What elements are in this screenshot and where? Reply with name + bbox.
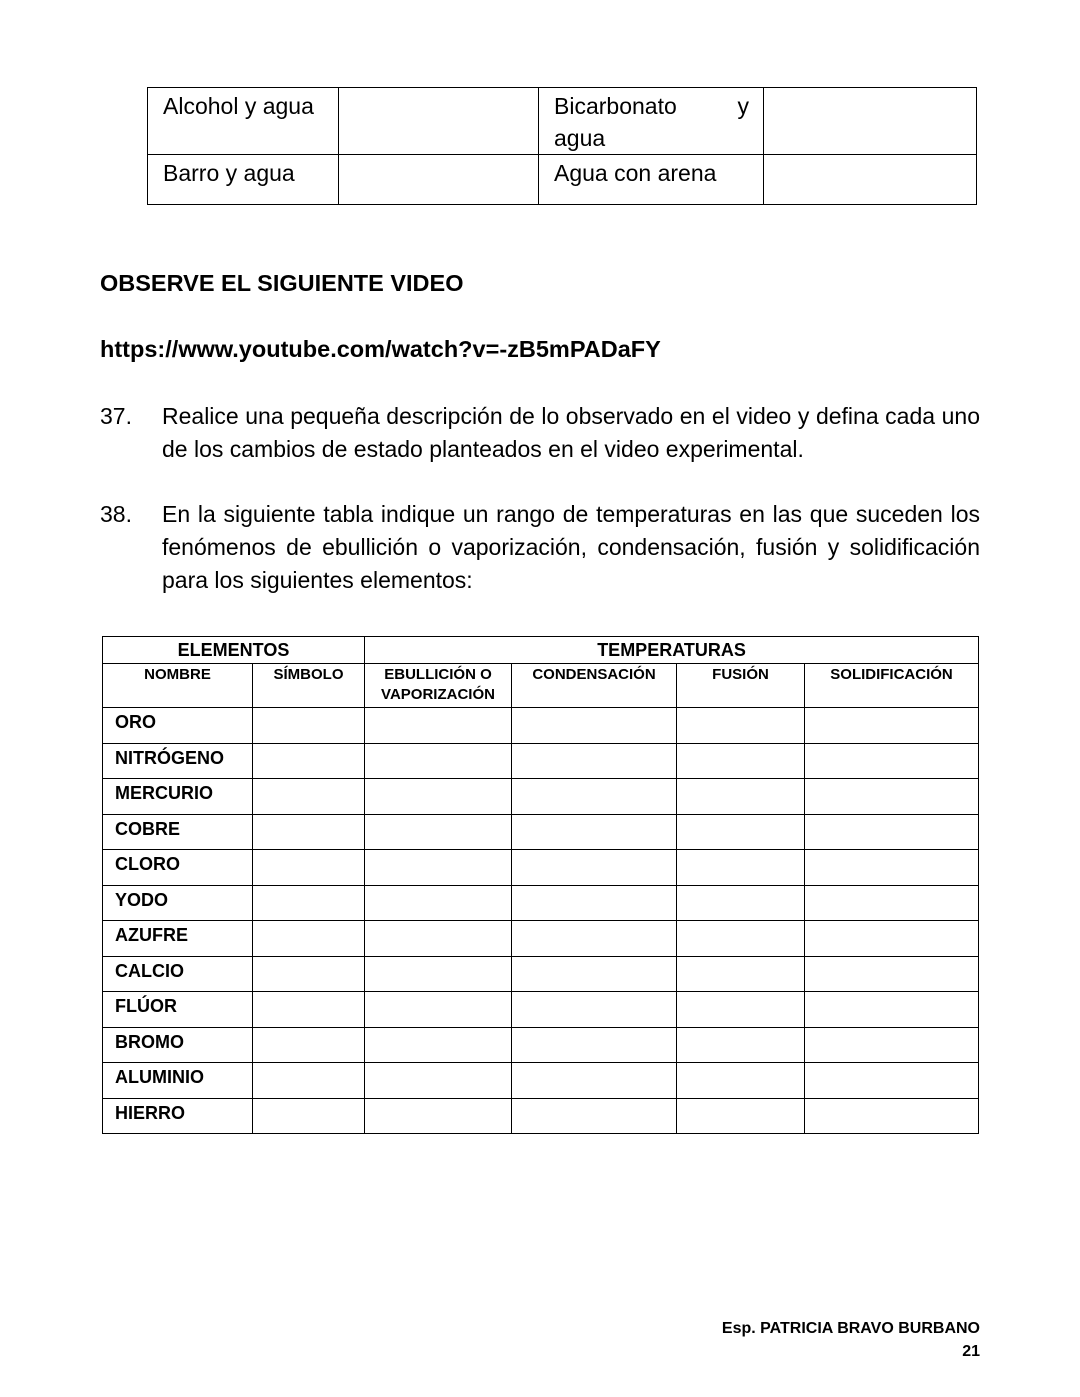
answer-cell[interactable]: [365, 921, 512, 957]
elements-temperature-table: [102, 636, 979, 1134]
table-row: [103, 885, 979, 921]
answer-cell[interactable]: [805, 921, 979, 957]
answer-cell[interactable]: [512, 743, 677, 779]
mixture-word: Bicarbonato: [554, 93, 677, 119]
answer-cell[interactable]: [365, 1098, 512, 1134]
answer-cell[interactable]: [365, 708, 512, 744]
question-38: [100, 498, 980, 597]
answer-cell[interactable]: [677, 956, 805, 992]
question-number: 38.: [100, 501, 132, 527]
column-header-ebullicion: EBULLICIÓN O VAPORIZACIÓN: [365, 664, 512, 708]
answer-cell[interactable]: [365, 1063, 512, 1099]
answer-cell[interactable]: [677, 1063, 805, 1099]
answer-cell[interactable]: [253, 743, 365, 779]
answer-cell[interactable]: [512, 921, 677, 957]
answer-cell[interactable]: [365, 814, 512, 850]
column-header-condensacion: CONDENSACIÓN: [512, 664, 677, 708]
question-37: [100, 400, 980, 466]
table-row: [103, 814, 979, 850]
answer-cell[interactable]: [805, 1098, 979, 1134]
answer-cell[interactable]: [512, 850, 677, 886]
element-name: CLORO: [103, 850, 253, 886]
table-row: [103, 779, 979, 815]
table-row: [103, 1027, 979, 1063]
answer-cell[interactable]: [805, 779, 979, 815]
element-name: ALUMINIO: [103, 1063, 253, 1099]
mixture-cell: Agua con arena: [539, 155, 764, 205]
answer-cell[interactable]: [365, 850, 512, 886]
table-row: [103, 956, 979, 992]
answer-cell[interactable]: [677, 708, 805, 744]
answer-cell[interactable]: [805, 1063, 979, 1099]
column-header-nombre: NOMBRE: [103, 664, 253, 708]
answer-cell[interactable]: [253, 708, 365, 744]
answer-cell[interactable]: [512, 956, 677, 992]
answer-cell[interactable]: [253, 992, 365, 1028]
sub-header-row: [103, 664, 979, 708]
answer-cell[interactable]: [805, 850, 979, 886]
answer-cell[interactable]: [365, 992, 512, 1028]
element-name: CALCIO: [103, 956, 253, 992]
answer-cell[interactable]: [253, 885, 365, 921]
table-row: [103, 1098, 979, 1134]
element-name: MERCURIO: [103, 779, 253, 815]
table-row: [148, 88, 977, 155]
footer-author: Esp. PATRICIA BRAVO BURBANO: [721, 1320, 980, 1337]
answer-cell[interactable]: [677, 1098, 805, 1134]
answer-cell[interactable]: [805, 992, 979, 1028]
answer-cell[interactable]: [365, 1027, 512, 1063]
column-header-simbolo: SÍMBOLO: [253, 664, 365, 708]
element-name: NITRÓGENO: [103, 743, 253, 779]
answer-cell[interactable]: [805, 743, 979, 779]
answer-cell[interactable]: [805, 814, 979, 850]
answer-cell[interactable]: [805, 708, 979, 744]
answer-cell[interactable]: [253, 956, 365, 992]
answer-cell[interactable]: [339, 88, 539, 155]
section-heading: OBSERVE EL SIGUIENTE VIDEO: [100, 270, 464, 296]
answer-cell[interactable]: [677, 992, 805, 1028]
element-name: BROMO: [103, 1027, 253, 1063]
answer-cell[interactable]: [512, 779, 677, 815]
answer-cell[interactable]: [512, 1098, 677, 1134]
element-name: FLÚOR: [103, 992, 253, 1028]
element-name: ORO: [103, 708, 253, 744]
answer-cell[interactable]: [677, 1027, 805, 1063]
answer-cell[interactable]: [253, 814, 365, 850]
answer-cell[interactable]: [512, 992, 677, 1028]
answer-cell[interactable]: [677, 779, 805, 815]
answer-cell[interactable]: [253, 1063, 365, 1099]
table-row: [103, 992, 979, 1028]
answer-cell[interactable]: [805, 885, 979, 921]
table-row: [103, 743, 979, 779]
answer-cell[interactable]: [365, 956, 512, 992]
table-row: [103, 708, 979, 744]
table-row: [148, 155, 977, 205]
answer-cell[interactable]: [253, 1098, 365, 1134]
element-name: YODO: [103, 885, 253, 921]
question-text: En la siguiente tabla indique un rango de temperaturas en las que suceden los fenómenos de ebullición o vaporización, condensación, fusión y solidificación para los siguientes elementos:: [162, 501, 980, 593]
page-number: 21: [962, 1343, 980, 1360]
mixture-cell: [539, 88, 764, 155]
mixtures-table: [147, 87, 977, 205]
answer-cell[interactable]: [512, 814, 677, 850]
group-header-row: [103, 637, 979, 664]
mixture-word: agua: [554, 125, 606, 151]
table-row: [103, 921, 979, 957]
answer-cell[interactable]: [512, 708, 677, 744]
question-number: 37.: [100, 403, 132, 429]
mixture-cell: Alcohol y agua: [148, 88, 339, 155]
element-name: COBRE: [103, 814, 253, 850]
mixture-cell: Barro y agua: [148, 155, 339, 205]
answer-cell[interactable]: [764, 155, 977, 205]
answer-cell[interactable]: [805, 1027, 979, 1063]
answer-cell[interactable]: [253, 850, 365, 886]
answer-cell[interactable]: [253, 779, 365, 815]
column-header-fusion: FUSIÓN: [677, 664, 805, 708]
answer-cell[interactable]: [253, 921, 365, 957]
answer-cell[interactable]: [677, 921, 805, 957]
column-header-solidificacion: SOLIDIFICACIÓN: [805, 664, 979, 708]
answer-cell[interactable]: [512, 1027, 677, 1063]
element-name: HIERRO: [103, 1098, 253, 1134]
answer-cell[interactable]: [805, 956, 979, 992]
answer-cell[interactable]: [512, 885, 677, 921]
answer-cell[interactable]: [253, 1027, 365, 1063]
answer-cell[interactable]: [339, 155, 539, 205]
answer-cell[interactable]: [677, 743, 805, 779]
table-row: [103, 1063, 979, 1099]
answer-cell[interactable]: [677, 814, 805, 850]
element-name: AZUFRE: [103, 921, 253, 957]
answer-cell[interactable]: [677, 850, 805, 886]
answer-cell[interactable]: [764, 88, 977, 155]
video-link[interactable]: https://www.youtube.com/watch?v=-zB5mPADaFY: [100, 336, 661, 362]
table-row: [103, 850, 979, 886]
group-header-elementos: ELEMENTOS: [103, 637, 365, 664]
mixture-word: y: [737, 93, 749, 119]
answer-cell[interactable]: [677, 885, 805, 921]
question-text: Realice una pequeña descripción de lo observado en el video y defina cada uno de los cambios de estado planteados en el video experimental.: [162, 403, 980, 462]
answer-cell[interactable]: [365, 885, 512, 921]
answer-cell[interactable]: [365, 779, 512, 815]
answer-cell[interactable]: [512, 1063, 677, 1099]
answer-cell[interactable]: [365, 743, 512, 779]
group-header-temperaturas: TEMPERATURAS: [365, 637, 979, 664]
